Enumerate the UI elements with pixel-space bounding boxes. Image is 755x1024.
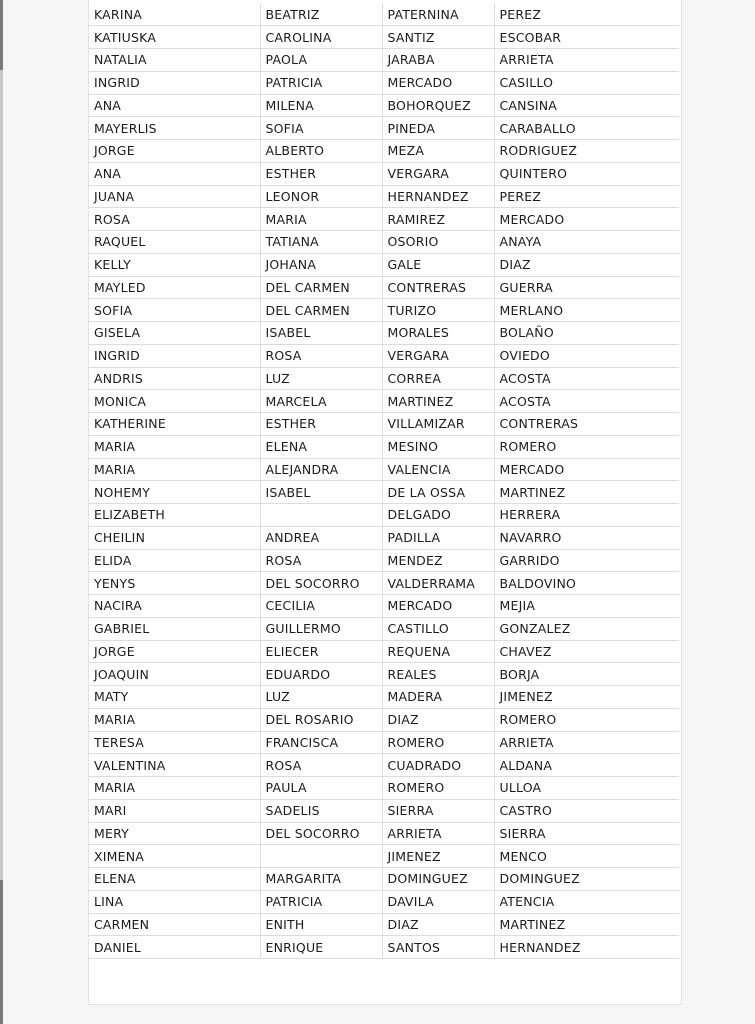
first-name-cell: YENYS <box>89 572 260 595</box>
second-name-cell: LEONOR <box>260 185 382 208</box>
first-surname-cell: OSORIO <box>382 231 494 254</box>
table-row <box>89 94 679 117</box>
first-name-cell: TERESA <box>89 731 260 754</box>
second-surname-cell: ROMERO <box>494 435 679 458</box>
first-name-cell: MARIA <box>89 458 260 481</box>
table-row <box>89 49 679 72</box>
second-name-cell <box>260 845 382 868</box>
second-surname-cell: ALDANA <box>494 754 679 777</box>
table-row <box>89 777 679 800</box>
spreadsheet-sheet <box>88 0 682 1005</box>
first-name-cell: RAQUEL <box>89 231 260 254</box>
second-surname-cell: MERLANO <box>494 299 679 322</box>
second-name-cell: BEATRIZ <box>260 3 382 26</box>
first-name-cell: XIMENA <box>89 845 260 868</box>
table-row <box>89 504 679 527</box>
second-name-cell: ELENA <box>260 435 382 458</box>
second-name-cell: PATRICIA <box>260 890 382 913</box>
second-surname-cell: NAVARRO <box>494 526 679 549</box>
table-row <box>89 549 679 572</box>
table-row <box>89 3 679 26</box>
second-name-cell: EDUARDO <box>260 663 382 686</box>
first-surname-cell: DIAZ <box>382 913 494 936</box>
first-surname-cell: MESINO <box>382 435 494 458</box>
first-surname-cell: DELGADO <box>382 504 494 527</box>
first-name-cell: JOAQUIN <box>89 663 260 686</box>
table-row <box>89 822 679 845</box>
first-name-cell: MARI <box>89 799 260 822</box>
second-surname-cell: ARRIETA <box>494 49 679 72</box>
first-name-cell: MERY <box>89 822 260 845</box>
first-surname-cell: CONTRERAS <box>382 276 494 299</box>
table-row <box>89 322 679 345</box>
second-name-cell: ROSA <box>260 344 382 367</box>
second-surname-cell: MERCADO <box>494 458 679 481</box>
first-name-cell: ELIZABETH <box>89 504 260 527</box>
first-surname-cell: VILLAMIZAR <box>382 413 494 436</box>
table-row <box>89 458 679 481</box>
second-name-cell: ALEJANDRA <box>260 458 382 481</box>
first-name-cell: INGRID <box>89 344 260 367</box>
first-surname-cell: GALE <box>382 253 494 276</box>
page-edge-mark <box>0 880 3 1024</box>
second-surname-cell: MENCO <box>494 845 679 868</box>
first-name-cell: MATY <box>89 686 260 709</box>
names-table-body <box>89 3 679 959</box>
first-surname-cell: HERNANDEZ <box>382 185 494 208</box>
second-name-cell: MILENA <box>260 94 382 117</box>
first-surname-cell: CORREA <box>382 367 494 390</box>
second-surname-cell: GONZALEZ <box>494 617 679 640</box>
first-surname-cell: REALES <box>382 663 494 686</box>
first-surname-cell: SANTIZ <box>382 26 494 49</box>
second-name-cell: DEL CARMEN <box>260 276 382 299</box>
second-name-cell: ELIECER <box>260 640 382 663</box>
table-row <box>89 367 679 390</box>
second-surname-cell: CONTRERAS <box>494 413 679 436</box>
second-surname-cell: ACOSTA <box>494 390 679 413</box>
second-name-cell: JOHANA <box>260 253 382 276</box>
table-row <box>89 868 679 891</box>
second-name-cell: MARIA <box>260 208 382 231</box>
second-surname-cell: CASILLO <box>494 71 679 94</box>
table-row <box>89 231 679 254</box>
first-surname-cell: DOMINGUEZ <box>382 868 494 891</box>
first-surname-cell: MERCADO <box>382 595 494 618</box>
second-name-cell: PATRICIA <box>260 71 382 94</box>
second-name-cell: ISABEL <box>260 322 382 345</box>
second-surname-cell: ROMERO <box>494 708 679 731</box>
second-name-cell: PAULA <box>260 777 382 800</box>
first-name-cell: MAYERLIS <box>89 117 260 140</box>
second-name-cell: DEL CARMEN <box>260 299 382 322</box>
second-name-cell: MARGARITA <box>260 868 382 891</box>
first-surname-cell: PADILLA <box>382 526 494 549</box>
first-name-cell: VALENTINA <box>89 754 260 777</box>
second-surname-cell: ATENCIA <box>494 890 679 913</box>
first-name-cell: CARMEN <box>89 913 260 936</box>
table-row <box>89 572 679 595</box>
first-name-cell: ANA <box>89 94 260 117</box>
second-surname-cell: BALDOVINO <box>494 572 679 595</box>
second-name-cell: ANDREA <box>260 526 382 549</box>
second-surname-cell: ACOSTA <box>494 367 679 390</box>
first-name-cell: LINA <box>89 890 260 913</box>
first-name-cell: NACIRA <box>89 595 260 618</box>
first-surname-cell: SIERRA <box>382 799 494 822</box>
table-row <box>89 913 679 936</box>
second-surname-cell: CANSINA <box>494 94 679 117</box>
second-name-cell: ISABEL <box>260 481 382 504</box>
second-name-cell: ESTHER <box>260 162 382 185</box>
first-name-cell: DANIEL <box>89 936 260 959</box>
first-surname-cell: ROMERO <box>382 731 494 754</box>
table-row <box>89 890 679 913</box>
first-name-cell: ROSA <box>89 208 260 231</box>
table-row <box>89 299 679 322</box>
first-name-cell: GISELA <box>89 322 260 345</box>
second-name-cell: SOFIA <box>260 117 382 140</box>
table-row <box>89 936 679 959</box>
first-name-cell: ANA <box>89 162 260 185</box>
first-surname-cell: SANTOS <box>382 936 494 959</box>
second-name-cell: ENITH <box>260 913 382 936</box>
first-name-cell: ELENA <box>89 868 260 891</box>
table-row <box>89 799 679 822</box>
table-row <box>89 208 679 231</box>
first-surname-cell: VERGARA <box>382 162 494 185</box>
table-row <box>89 140 679 163</box>
first-name-cell: KELLY <box>89 253 260 276</box>
first-surname-cell: VALDERRAMA <box>382 572 494 595</box>
table-row <box>89 845 679 868</box>
first-surname-cell: PATERNINA <box>382 3 494 26</box>
second-surname-cell: SIERRA <box>494 822 679 845</box>
second-name-cell: ENRIQUE <box>260 936 382 959</box>
first-name-cell: JORGE <box>89 140 260 163</box>
second-surname-cell: DIAZ <box>494 253 679 276</box>
table-row <box>89 731 679 754</box>
second-name-cell: GUILLERMO <box>260 617 382 640</box>
table-row <box>89 185 679 208</box>
first-surname-cell: ROMERO <box>382 777 494 800</box>
second-name-cell: ROSA <box>260 754 382 777</box>
second-name-cell: SADELIS <box>260 799 382 822</box>
first-surname-cell: MEZA <box>382 140 494 163</box>
second-surname-cell: HERNANDEZ <box>494 936 679 959</box>
table-row <box>89 276 679 299</box>
second-surname-cell: ANAYA <box>494 231 679 254</box>
first-surname-cell: RAMIREZ <box>382 208 494 231</box>
first-name-cell: SOFIA <box>89 299 260 322</box>
second-surname-cell: BOLAÑO <box>494 322 679 345</box>
second-surname-cell: ULLOA <box>494 777 679 800</box>
table-row <box>89 253 679 276</box>
table-row <box>89 71 679 94</box>
table-row <box>89 117 679 140</box>
table-row <box>89 162 679 185</box>
second-name-cell: DEL SOCORRO <box>260 572 382 595</box>
second-name-cell: MARCELA <box>260 390 382 413</box>
first-surname-cell: PINEDA <box>382 117 494 140</box>
table-row <box>89 413 679 436</box>
first-surname-cell: REQUENA <box>382 640 494 663</box>
first-surname-cell: BOHORQUEZ <box>382 94 494 117</box>
second-surname-cell: GUERRA <box>494 276 679 299</box>
table-row <box>89 617 679 640</box>
first-name-cell: MONICA <box>89 390 260 413</box>
first-surname-cell: VALENCIA <box>382 458 494 481</box>
second-name-cell: DEL ROSARIO <box>260 708 382 731</box>
first-surname-cell: ARRIETA <box>382 822 494 845</box>
second-surname-cell: HERRERA <box>494 504 679 527</box>
table-row <box>89 435 679 458</box>
table-row <box>89 708 679 731</box>
first-surname-cell: JARABA <box>382 49 494 72</box>
second-surname-cell: ARRIETA <box>494 731 679 754</box>
first-name-cell: ELIDA <box>89 549 260 572</box>
second-name-cell <box>260 504 382 527</box>
first-surname-cell: JIMENEZ <box>382 845 494 868</box>
first-surname-cell: DE LA OSSA <box>382 481 494 504</box>
table-row <box>89 481 679 504</box>
second-surname-cell: CHAVEZ <box>494 640 679 663</box>
first-name-cell: JORGE <box>89 640 260 663</box>
page-edge-mark <box>0 0 3 70</box>
second-surname-cell: GARRIDO <box>494 549 679 572</box>
first-name-cell: INGRID <box>89 71 260 94</box>
first-surname-cell: TURIZO <box>382 299 494 322</box>
first-surname-cell: CUADRADO <box>382 754 494 777</box>
second-surname-cell: CARABALLO <box>494 117 679 140</box>
second-surname-cell: PEREZ <box>494 185 679 208</box>
second-surname-cell: RODRIGUEZ <box>494 140 679 163</box>
table-row <box>89 640 679 663</box>
page-left-edge <box>0 0 3 1024</box>
first-surname-cell: MADERA <box>382 686 494 709</box>
names-table <box>89 3 679 959</box>
first-surname-cell: MORALES <box>382 322 494 345</box>
second-surname-cell: JIMENEZ <box>494 686 679 709</box>
table-row <box>89 595 679 618</box>
second-surname-cell: MARTINEZ <box>494 913 679 936</box>
second-name-cell: ROSA <box>260 549 382 572</box>
first-name-cell: GABRIEL <box>89 617 260 640</box>
first-name-cell: ANDRIS <box>89 367 260 390</box>
second-name-cell: CECILIA <box>260 595 382 618</box>
second-name-cell: LUZ <box>260 367 382 390</box>
second-surname-cell: CASTRO <box>494 799 679 822</box>
second-surname-cell: MARTINEZ <box>494 481 679 504</box>
second-name-cell: TATIANA <box>260 231 382 254</box>
first-name-cell: MARIA <box>89 708 260 731</box>
first-name-cell: JUANA <box>89 185 260 208</box>
first-name-cell: CHEILIN <box>89 526 260 549</box>
second-name-cell: FRANCISCA <box>260 731 382 754</box>
second-surname-cell: MERCADO <box>494 208 679 231</box>
table-row <box>89 26 679 49</box>
first-surname-cell: CASTILLO <box>382 617 494 640</box>
table-row <box>89 390 679 413</box>
second-surname-cell: MEJIA <box>494 595 679 618</box>
second-surname-cell: OVIEDO <box>494 344 679 367</box>
first-name-cell: MAYLED <box>89 276 260 299</box>
second-name-cell: ALBERTO <box>260 140 382 163</box>
first-surname-cell: DAVILA <box>382 890 494 913</box>
first-name-cell: NOHEMY <box>89 481 260 504</box>
first-name-cell: KARINA <box>89 3 260 26</box>
first-name-cell: KATIUSKA <box>89 26 260 49</box>
first-name-cell: MARIA <box>89 435 260 458</box>
first-name-cell: NATALIA <box>89 49 260 72</box>
first-name-cell: MARIA <box>89 777 260 800</box>
table-row <box>89 663 679 686</box>
first-surname-cell: MERCADO <box>382 71 494 94</box>
first-surname-cell: VERGARA <box>382 344 494 367</box>
table-row <box>89 526 679 549</box>
first-surname-cell: MARTINEZ <box>382 390 494 413</box>
table-row <box>89 344 679 367</box>
second-name-cell: PAOLA <box>260 49 382 72</box>
second-surname-cell: ESCOBAR <box>494 26 679 49</box>
first-name-cell: KATHERINE <box>89 413 260 436</box>
second-surname-cell: BORJA <box>494 663 679 686</box>
second-surname-cell: DOMINGUEZ <box>494 868 679 891</box>
second-surname-cell: PEREZ <box>494 3 679 26</box>
table-row <box>89 754 679 777</box>
second-name-cell: CAROLINA <box>260 26 382 49</box>
first-surname-cell: MENDEZ <box>382 549 494 572</box>
second-surname-cell: QUINTERO <box>494 162 679 185</box>
table-row <box>89 686 679 709</box>
second-name-cell: ESTHER <box>260 413 382 436</box>
second-name-cell: DEL SOCORRO <box>260 822 382 845</box>
second-name-cell: LUZ <box>260 686 382 709</box>
first-surname-cell: DIAZ <box>382 708 494 731</box>
